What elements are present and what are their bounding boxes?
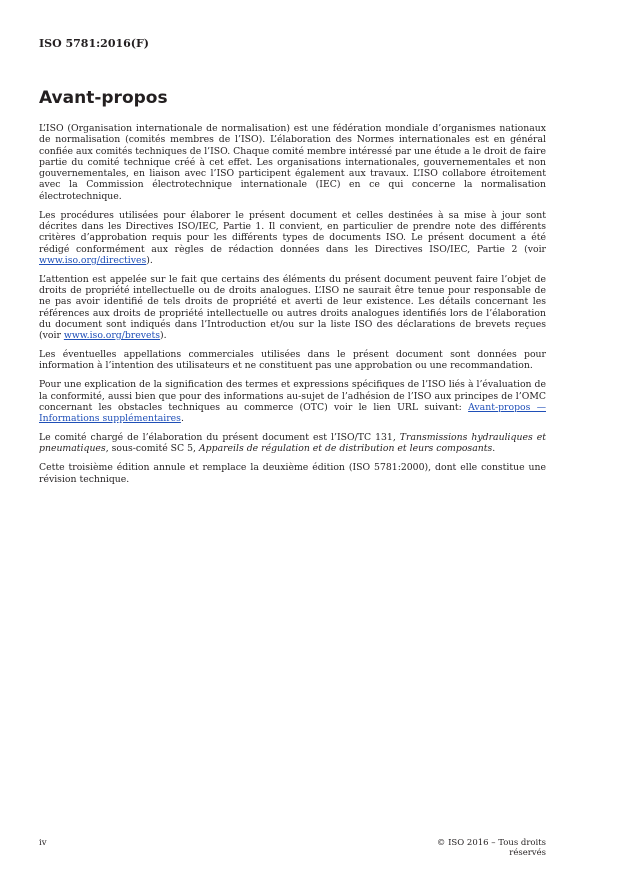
committee-text-e: . — [492, 443, 496, 455]
paragraph-conformity-end: . — [180, 413, 184, 425]
link-directives[interactable]: www.iso.org/directives — [39, 254, 147, 266]
committee-text-c: , sous-comité SC 5, — [105, 443, 199, 455]
paragraph-iso-intro: L’ISO (Organisation internationale de normalisation) est une fédération mondiale d’organismes nationaux de normalisation (comités membres de l’ISO). L’élaboration des Normes internationales est en général confiée aux comités techniques de l’ISO. Chaque comité membre intéressé par une étude a le droit de faire partie du comité technique créé à cet effet. Les organisations internationales, gouvernementales et non gouvernementales, en liaison avec l’ISO participent également aux travaux. L’ISO collabore étroitement avec la Commission électrotechnique internationale (IEC) en ce qui concerne la normalisation électrotechnique. — [39, 123, 546, 202]
committee-tc-title: Transmissions hydrauliques et pneumatiques — [39, 432, 546, 455]
committee-text-a: Le comité chargé de l’élaboration du présent document est l’ISO/TC 131, — [39, 432, 400, 444]
paragraph-procedures — [39, 210, 546, 266]
paragraph-procedures-text: Les procédures utilisées pour élaborer le présent document et celles destinées à sa mise à jour sont décrites dans les Directives ISO/IEC, Partie 1. Il convient, en particulier de prendre note des différents critères d’approbation requis pour les différents types de documents ISO. Le présent document a été rédigé conformément aux règles de rédaction données dans les Directives ISO/IEC, Partie 2 (voir — [39, 209, 546, 255]
document-id: ISO 5781:2016(F) — [39, 37, 150, 50]
foreword-body — [39, 123, 546, 492]
paragraph-committee — [39, 432, 546, 455]
paragraph-procedures-end: ). — [146, 254, 153, 266]
paragraph-patents-text: L’attention est appelée sur le fait que certains des éléments du présent document peuvent faire l’objet de droits de propriété intellectuelle ou de droits analogues. L’ISO ne saurait être tenue pour responsable de ne pas avoir identifié de tels droits de propriété et averti de leur existence. Les détails concernant les références aux droits de propriété intellectuelle ou autres droits analogues identifiés lors de l’élaboration du document sont indiqués dans l’Introduction et/ou sur la liste ISO des déclarations de brevets reçues (voir — [39, 273, 546, 342]
paragraph-edition: Cette troisième édition annule et remplace la deuxième édition (ISO 5781:2000), dont elle constitue une révision technique. — [39, 462, 546, 485]
copyright-notice: © ISO 2016 – Tous droits réservés — [436, 838, 546, 858]
paragraph-conformity-text: Pour une explication de la signification des termes et expressions spécifiques de l’ISO liés à l’évaluation de la conformité, aussi bien que pour des informations au-sujet de l’adhésion de l’ISO aux principes de l’OMC concernant les obstacles techniques au commerce (OTC) voir le lien URL suivant: — [39, 379, 546, 413]
paragraph-patents — [39, 274, 546, 342]
committee-sc-title: Appareils de régulation et de distribution et leurs composants — [198, 443, 493, 455]
paragraph-trade-names: Les éventuelles appellations commerciales utilisées dans le présent document sont données pour information à l’intention des utilisateurs et ne constituent pas une approbation ou une recommandation. — [39, 349, 546, 372]
paragraph-conformity — [39, 379, 546, 424]
link-brevets[interactable]: www.iso.org/brevets — [63, 330, 161, 342]
page-title: Avant-propos — [39, 88, 168, 108]
paragraph-patents-end: ). — [160, 330, 167, 342]
page-number: iv — [39, 838, 47, 848]
link-avant-propos[interactable]: Avant-propos — Informations supplémentaires — [39, 401, 546, 425]
